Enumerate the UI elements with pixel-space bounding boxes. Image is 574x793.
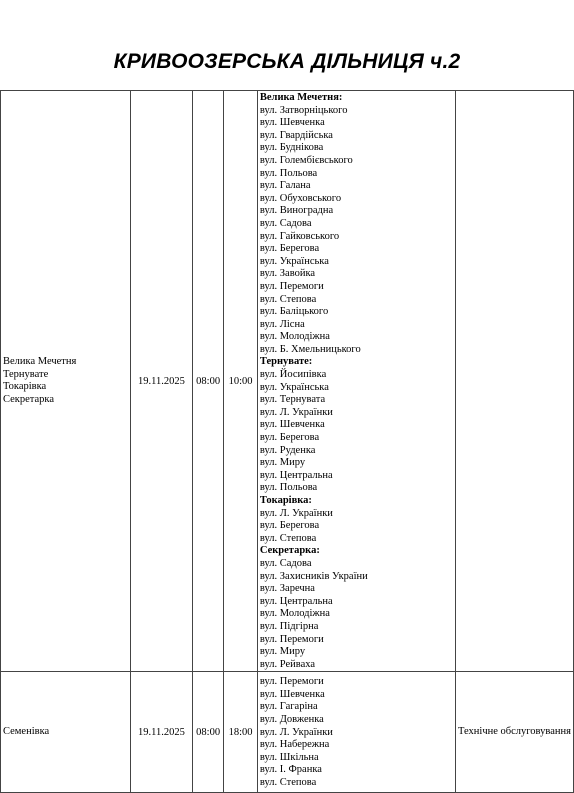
outage-schedule-table <box>0 90 574 793</box>
village-heading: Тернувате: <box>259 356 313 368</box>
street-name: вул. Садова <box>259 217 312 229</box>
street-name: вул. Центральна <box>259 469 333 481</box>
street-name: вул. Йосипівка <box>259 369 327 381</box>
street-name: вул. Затворніцького <box>259 104 348 116</box>
settlement-name: Велика Мечетня <box>3 355 77 367</box>
street-name: вул. Лісна <box>259 318 305 330</box>
settlement-name: Семенівка <box>3 726 50 738</box>
street-name: вул. Перемоги <box>259 676 324 688</box>
street-name: вул. Українська <box>259 255 329 267</box>
settlement-name: Тернувате <box>3 368 49 380</box>
table-row <box>1 91 574 672</box>
street-name: вул. Молодіжна <box>259 608 330 620</box>
street-name: вул. Руденка <box>259 444 316 456</box>
street-name: вул. Центральна <box>259 595 333 607</box>
street-name: вул. Миру <box>259 457 306 469</box>
street-name: вул. Обуховського <box>259 192 342 204</box>
street-name: вул. Захисників України <box>259 570 368 582</box>
start-time-cell: 08:00 <box>192 672 223 793</box>
street-name: вул. Тернувата <box>259 394 326 406</box>
street-name: вул. Шевченка <box>259 688 325 700</box>
street-name: вул. Голембієвського <box>259 154 353 166</box>
settlements-cell <box>1 672 131 793</box>
street-name: вул. Шевченка <box>259 419 325 431</box>
street-name: вул. Л. Українки <box>259 406 333 418</box>
start-time-cell: 08:00 <box>192 91 223 672</box>
street-name: вул. Підгірна <box>259 620 319 632</box>
settlement-name: Токарівка <box>3 381 47 393</box>
street-name: вул. Перемоги <box>259 280 324 292</box>
street-name: вул. Шкільна <box>259 751 319 763</box>
street-name: вул. Берегова <box>259 520 320 532</box>
village-heading: Велика Мечетня: <box>259 92 343 103</box>
street-name: вул. Перемоги <box>259 633 324 645</box>
street-name: вул. Довженка <box>259 713 324 725</box>
streets-cell <box>257 91 455 672</box>
street-name: вул. Степова <box>259 293 317 305</box>
street-name: вул. Шевченка <box>259 117 325 129</box>
street-name: вул. Гагаріна <box>259 701 318 713</box>
street-name: вул. Завойка <box>259 268 316 280</box>
street-name: вул. Б. Хмельницького <box>259 343 361 355</box>
street-name: вул. Буднікова <box>259 142 324 154</box>
page-title: КРИВООЗЕРСЬКА ДІЛЬНИЦЯ ч.2 <box>113 50 461 73</box>
street-name: вул. Польова <box>259 482 318 494</box>
note-cell: Технічне обслуговування <box>456 672 574 793</box>
street-name: вул. Л. Українки <box>259 507 333 519</box>
street-name: вул. Українська <box>259 381 329 393</box>
street-name: вул. Степова <box>259 532 317 544</box>
street-name: вул. Гайковського <box>259 230 340 242</box>
settlements-cell <box>1 91 131 672</box>
end-time-cell: 18:00 <box>224 672 258 793</box>
street-name: вул. Набережна <box>259 739 330 751</box>
street-name: вул. Заречна <box>259 583 315 595</box>
street-name: вул. Миру <box>259 646 306 658</box>
street-name: вул. Гвардійська <box>259 129 333 141</box>
note-cell <box>456 91 574 672</box>
street-name: вул. Галана <box>259 180 311 192</box>
village-heading: Токарівка: <box>259 495 312 506</box>
street-name: вул. Л. Українки <box>259 726 333 738</box>
streets-cell <box>257 672 455 793</box>
table-row <box>1 672 574 793</box>
street-name: вул. І. Франка <box>259 764 322 776</box>
date-cell: 19.11.2025 <box>130 91 192 672</box>
end-time-cell: 10:00 <box>224 91 258 672</box>
street-name: вул. Молодіжна <box>259 331 330 343</box>
street-name: вул. Баліцького <box>259 306 329 318</box>
village-heading: Секретарка: <box>259 545 320 557</box>
settlement-name: Секретарка <box>3 393 55 405</box>
date-cell: 19.11.2025 <box>130 672 192 793</box>
street-name: вул. Польова <box>259 167 318 179</box>
street-name: вул. Виноградна <box>259 205 334 217</box>
street-name: вул. Берегова <box>259 432 320 444</box>
street-name: вул. Берегова <box>259 243 320 255</box>
street-name: вул. Степова <box>259 776 317 788</box>
street-name: вул. Рейваха <box>259 658 316 670</box>
street-name: вул. Садова <box>259 557 312 569</box>
